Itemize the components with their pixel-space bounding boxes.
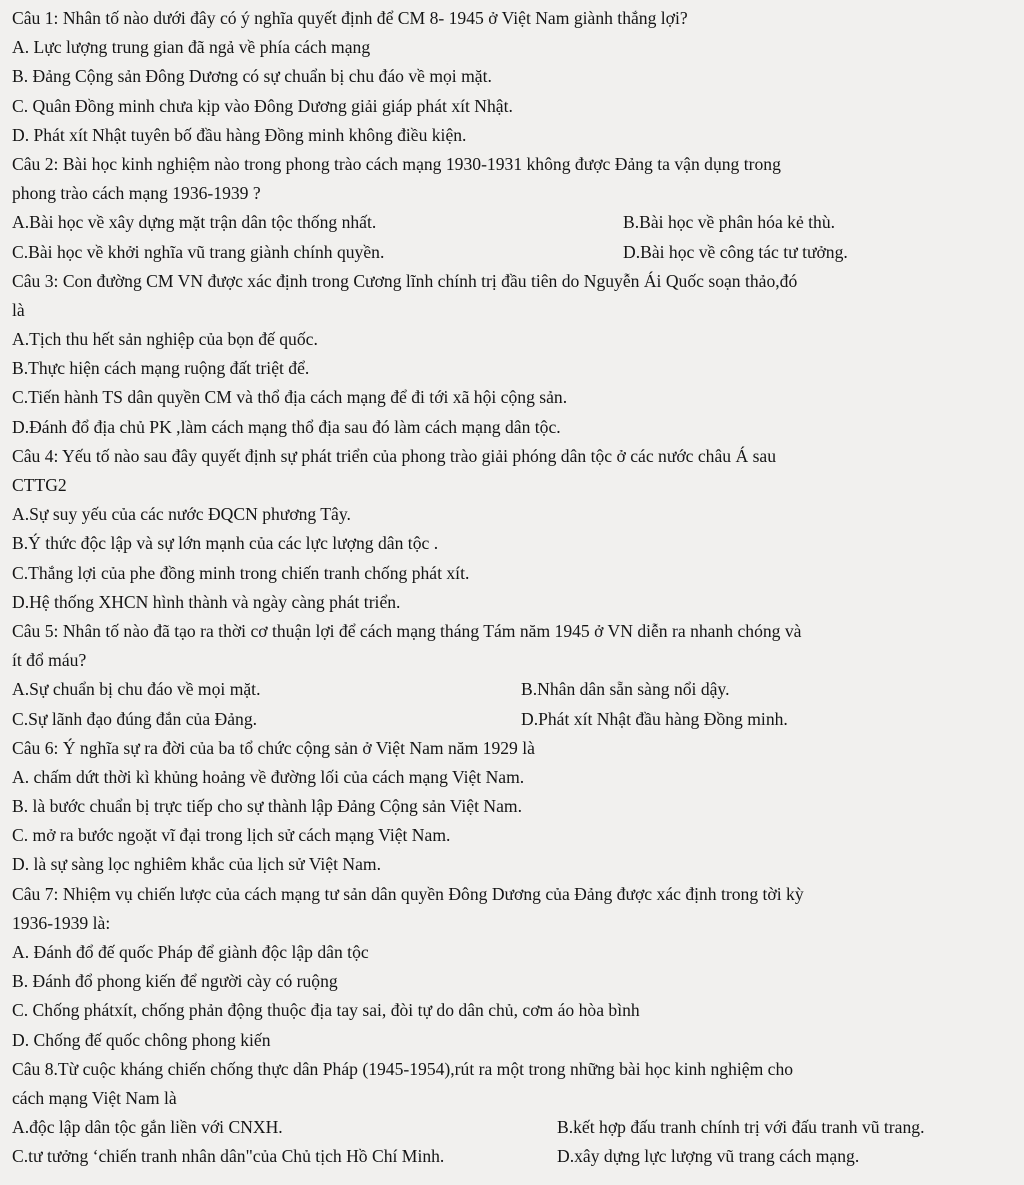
answer-option: B.Thực hiện cách mạng ruộng đất triệt để. [12, 358, 310, 379]
answer-option: A.Sự suy yếu của các nước ĐQCN phương Tây. [12, 504, 351, 525]
answer-option: C.Thắng lợi của phe đồng minh trong chiến tranh chống phát xít. [12, 562, 470, 583]
question-3 [12, 267, 1016, 442]
question-stem-line: Câu 7: Nhiệm vụ chiến lược của cách mạng tư sản dân quyền Đông Dương của Đảng được xác định trong tời kỳ [12, 883, 804, 904]
question-stem-line: Câu 8.Từ cuộc kháng chiến chống thực dân Pháp (1945-1954),rút ra một trong những bài học kinh nghiệm cho [12, 1058, 794, 1079]
question-2 [12, 150, 1016, 267]
question-6 [12, 734, 1016, 880]
option-row [12, 1113, 1016, 1142]
answer-option: D. Chống đế quốc chông phong kiến [12, 1029, 271, 1050]
answer-option: B. Đánh đổ phong kiến để người cày có ruộng [12, 971, 338, 992]
answer-option: B.kết hợp đấu tranh chính trị với đấu tranh vũ trang. [557, 1117, 925, 1138]
question-stem-line: Câu 2: Bài học kinh nghiệm nào trong phong trào cách mạng 1930-1931 không được Đảng ta vận dụng trong [12, 153, 781, 174]
question-stem-line: ít đổ máu? [12, 650, 87, 671]
question-stem-line: Câu 6: Ý nghĩa sự ra đời của ba tổ chức cộng sản ở Việt Nam năm 1929 là [12, 737, 535, 758]
answer-option: D.Phát xít Nhật đầu hàng Đồng minh. [521, 708, 788, 729]
question-1 [12, 4, 1016, 150]
answer-option: B.Nhân dân sẵn sàng nổi dậy. [521, 679, 730, 700]
answer-option: B.Bài học về phân hóa kẻ thù. [623, 212, 836, 233]
option-row [12, 208, 1016, 237]
answer-option: C.Sự lãnh đạo đúng đắn của Đảng. [12, 708, 258, 729]
question-stem-line: là [12, 299, 25, 320]
question-list [12, 4, 1016, 1172]
question-stem-line: Câu 1: Nhân tố nào dưới đây có ý nghĩa quyết định để CM 8- 1945 ở Việt Nam giành thắng lợi? [12, 8, 688, 28]
answer-option: C.tư tưởng ‘chiến tranh nhân dân"của Chủ tịch Hồ Chí Minh. [12, 1146, 445, 1167]
answer-option: C.Tiến hành TS dân quyền CM và thổ địa cách mạng để đi tới xã hội cộng sản. [12, 387, 568, 408]
option-row [12, 675, 1016, 704]
answer-option: A.độc lập dân tộc gắn liền với CNXH. [12, 1117, 283, 1138]
question-stem-line: 1936-1939 là: [12, 912, 111, 933]
question-stem-line: Câu 3: Con đường CM VN được xác định trong Cương lĩnh chính trị đầu tiên do Nguyễn Ái Quốc soạn thảo,đó [12, 270, 798, 291]
question-stem-line: Câu 5: Nhân tố nào đã tạo ra thời cơ thuận lợi để cách mạng tháng Tám năm 1945 ở VN diễn ra nhanh chóng và [12, 620, 802, 641]
question-stem-line: cách mạng Việt Nam là [12, 1087, 177, 1108]
answer-option: C.Bài học về khởi nghĩa vũ trang giành chính quyền. [12, 241, 385, 262]
answer-option: A. Đánh đổ đế quốc Pháp để giành độc lập dân tộc [12, 942, 369, 962]
answer-option: B. là bước chuẩn bị trực tiếp cho sự thành lập Đảng Cộng sản Việt Nam. [12, 796, 522, 817]
answer-option: D.Hệ thống XHCN hình thành và ngày càng phát triển. [12, 591, 401, 612]
option-row [12, 238, 1016, 267]
question-5 [12, 617, 1016, 734]
answer-option: D.Bài học về công tác tư tưởng. [623, 241, 848, 262]
option-row [12, 705, 1016, 734]
question-8 [12, 1055, 1016, 1172]
option-row [12, 1142, 1016, 1171]
answer-option: D. Phát xít Nhật tuyên bố đầu hàng Đồng minh không điều kiện. [12, 124, 467, 145]
answer-option: A.Bài học về xây dựng mặt trận dân tộc thống nhất. [12, 212, 377, 233]
question-stem-line: Câu 4: Yếu tố nào sau đây quyết định sự phát triển của phong trào giải phóng dân tộc ở các nước châu Á sau [12, 445, 777, 466]
answer-option: B.Ý thức độc lập và sự lớn mạnh của các lực lượng dân tộc . [12, 533, 439, 554]
answer-option: C. Chống phátxít, chống phản động thuộc địa tay sai, đòi tự do dân chủ, cơm áo hòa bình [12, 1000, 640, 1021]
answer-option: C. Quân Đồng minh chưa kịp vào Đông Dương giải giáp phát xít Nhật. [12, 95, 513, 116]
answer-option: A.Sự chuẩn bị chu đáo về mọi mặt. [12, 679, 261, 700]
answer-option: A. Lực lượng trung gian đã ngả về phía cách mạng [12, 37, 371, 58]
answer-option: A. chấm dứt thời kì khủng hoảng về đường lối của cách mạng Việt Nam. [12, 766, 525, 787]
question-7 [12, 880, 1016, 1055]
answer-option: D. là sự sàng lọc nghiêm khắc của lịch sử Việt Nam. [12, 854, 381, 875]
answer-option: A.Tịch thu hết sản nghiệp của bọn đế quốc. [12, 329, 318, 350]
question-4 [12, 442, 1016, 617]
answer-option: D.Đánh đổ địa chủ PK ,làm cách mạng thổ địa sau đó làm cách mạng dân tộc. [12, 416, 561, 437]
question-stem-line: CTTG2 [12, 475, 67, 495]
question-stem-line: phong trào cách mạng 1936-1939 ? [12, 183, 261, 204]
answer-option: D.xây dựng lực lượng vũ trang cách mạng. [557, 1146, 860, 1167]
answer-option: B. Đảng Cộng sản Đông Dương có sự chuẩn bị chu đáo về mọi mặt. [12, 66, 492, 87]
answer-option: C. mở ra bước ngoặt vĩ đại trong lịch sử cách mạng Việt Nam. [12, 825, 451, 846]
